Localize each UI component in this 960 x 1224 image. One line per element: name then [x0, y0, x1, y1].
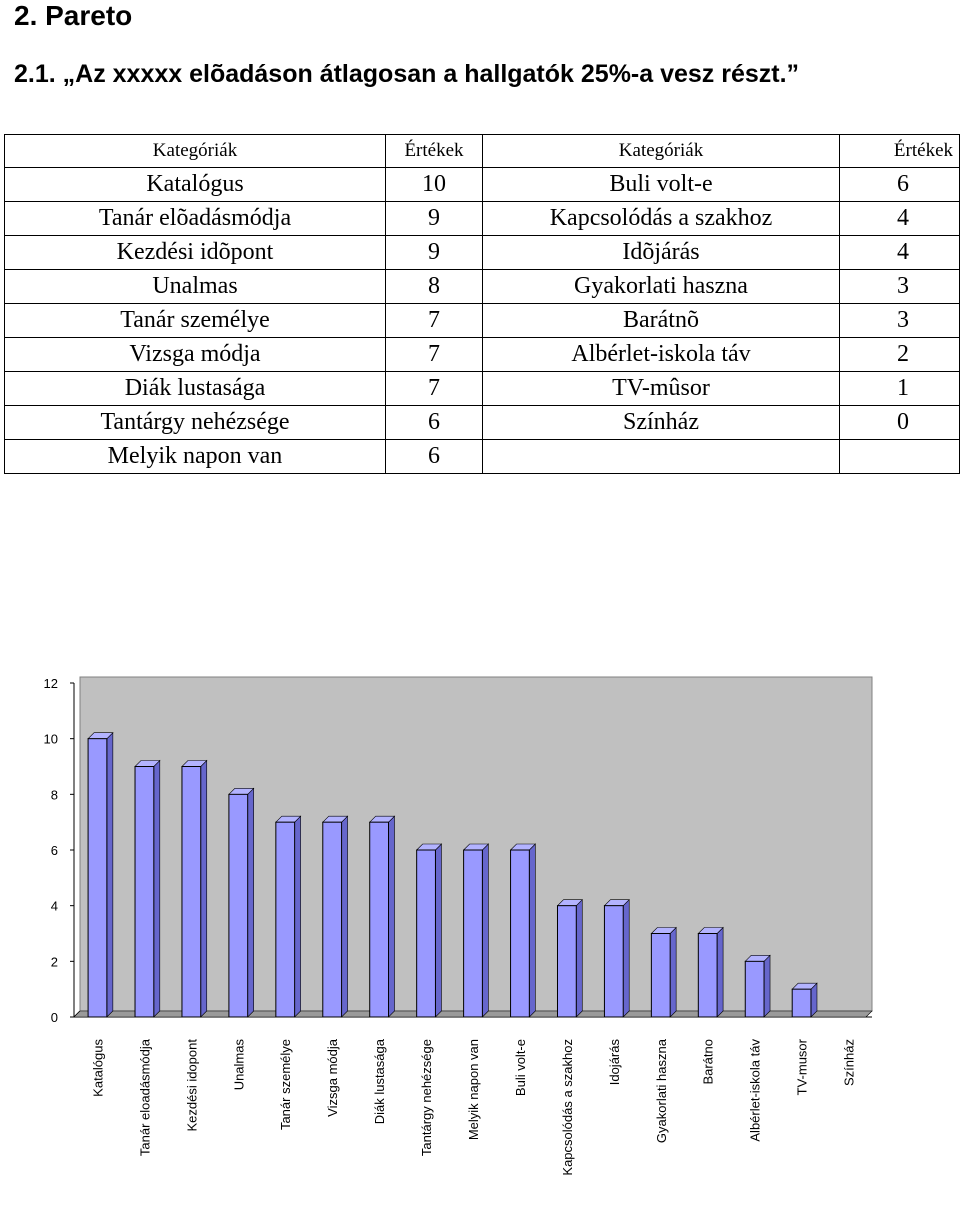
x-tick-label: Idojárás	[606, 1039, 622, 1086]
bar-side	[764, 955, 770, 1017]
table-row	[5, 168, 960, 202]
x-tick-label: Kezdési idopont	[184, 1039, 200, 1132]
header-left	[5, 135, 483, 168]
x-tick-label: Vizsga módja	[325, 1039, 341, 1117]
value-2: 4	[840, 202, 960, 236]
bar-side	[201, 761, 207, 1018]
pareto-bar-chart	[0, 660, 960, 1224]
value-1: 10	[385, 168, 482, 201]
page-heading: 2. Pareto	[14, 0, 133, 31]
y-tick-label: 8	[50, 787, 58, 803]
category-2: TV-mûsor	[483, 372, 840, 406]
bar	[792, 989, 811, 1017]
bar-side	[295, 816, 301, 1017]
bar-side	[529, 844, 535, 1017]
x-tick-label: Albérlet-iskola táv	[747, 1039, 763, 1142]
bar	[135, 767, 154, 1018]
bar	[370, 822, 389, 1017]
section-heading: 2.1. „Az xxxxx elõadáson átlagosan a hallgatók 25%-a vesz részt.”	[14, 60, 800, 88]
value-1: 9	[385, 202, 482, 235]
value-2: 3	[840, 270, 960, 304]
data-table	[4, 134, 960, 474]
bar	[417, 850, 436, 1017]
value-2: 4	[840, 236, 960, 270]
x-tick-label: Tantárgy nehézsége	[419, 1039, 435, 1157]
bar	[88, 739, 107, 1017]
category-2: Kapcsolódás a szakhoz	[483, 202, 840, 236]
value-1: 8	[385, 270, 482, 303]
x-tick-label: Tanár személye	[278, 1039, 294, 1131]
bar-side	[576, 900, 582, 1017]
x-tick-label: Buli volt-e	[512, 1039, 528, 1097]
bar	[323, 822, 342, 1017]
bar	[651, 934, 670, 1018]
category-1: Tantárgy nehézsége	[100, 409, 290, 435]
category-2: Gyakorlati haszna	[483, 270, 840, 304]
bar-side	[389, 816, 395, 1017]
category-1: Diák lustasága	[124, 375, 266, 401]
x-tick-label: Kapcsolódás a szakhoz	[559, 1039, 575, 1176]
value-1: 7	[385, 372, 482, 405]
y-tick-label: 0	[50, 1010, 58, 1025]
table-row	[5, 236, 960, 270]
bar	[229, 794, 248, 1017]
row-left-cell	[5, 440, 483, 474]
value-2: 2	[840, 338, 960, 372]
bar-side	[107, 733, 113, 1017]
header-values-2: Értékek	[840, 135, 960, 168]
y-tick-label: 12	[43, 676, 58, 691]
y-tick-label: 10	[43, 731, 58, 747]
row-left-cell	[5, 338, 483, 372]
bar-side	[435, 844, 441, 1017]
category-2	[483, 440, 840, 474]
category-1: Katalógus	[146, 171, 244, 197]
bar	[182, 767, 201, 1018]
category-2: Barátnõ	[483, 304, 840, 338]
value-1: 7	[385, 304, 482, 337]
bar	[464, 850, 483, 1017]
table-row	[5, 202, 960, 236]
row-left-cell	[5, 202, 483, 236]
table-row	[5, 338, 960, 372]
x-tick-label: Színház	[841, 1039, 857, 1086]
category-1: Vizsga módja	[129, 341, 261, 367]
category-1: Tanár elõadásmódja	[98, 205, 292, 231]
category-2: Buli volt-e	[483, 168, 840, 202]
category-1: Melyik napon van	[107, 443, 283, 469]
row-left-cell	[5, 168, 483, 202]
table-row	[5, 406, 960, 440]
value-1: 9	[385, 236, 482, 269]
header-categories-2: Kategóriák	[483, 135, 840, 168]
bar	[745, 961, 764, 1017]
category-1: Unalmas	[152, 273, 238, 299]
category-1: Tanár személye	[120, 307, 270, 333]
bar	[511, 850, 530, 1017]
bar-side	[623, 900, 629, 1017]
bar-side	[482, 844, 488, 1017]
value-1: 6	[385, 440, 482, 473]
x-tick-label: Barátno	[700, 1039, 716, 1085]
bar-side	[342, 816, 348, 1017]
x-tick-label: Melyik napon van	[466, 1039, 481, 1141]
header-categories-1: Kategóriák	[152, 140, 238, 161]
value-2: 3	[840, 304, 960, 338]
row-left-cell	[5, 270, 483, 304]
bar-side	[248, 788, 254, 1017]
bar	[698, 934, 717, 1018]
row-left-cell	[5, 406, 483, 440]
y-tick-label: 6	[50, 843, 58, 858]
table-row	[5, 270, 960, 304]
bar	[604, 906, 623, 1017]
value-2: 6	[840, 168, 960, 202]
table-row	[5, 372, 960, 406]
bar-side	[154, 761, 160, 1018]
row-left-cell	[5, 236, 483, 270]
value-2	[840, 440, 960, 474]
x-tick-label: Unalmas	[231, 1039, 247, 1091]
bar	[276, 822, 295, 1017]
category-2: Albérlet-iskola táv	[483, 338, 840, 372]
y-tick-label: 2	[50, 954, 58, 970]
x-tick-label: TV-musor	[794, 1039, 810, 1096]
y-tick-label: 4	[50, 898, 58, 914]
value-1: 7	[385, 338, 482, 371]
value-2: 0	[840, 406, 960, 440]
table-row	[5, 304, 960, 338]
bar-side	[670, 928, 676, 1018]
bar-side	[717, 928, 723, 1018]
value-1: 6	[385, 406, 482, 439]
row-left-cell	[5, 372, 483, 406]
x-tick-label: Katalógus	[90, 1039, 106, 1097]
header-values-1: Értékek	[385, 135, 482, 167]
value-2: 1	[840, 372, 960, 406]
category-2: Idõjárás	[483, 236, 840, 270]
table-row	[5, 440, 960, 474]
row-left-cell	[5, 304, 483, 338]
bar	[557, 906, 576, 1017]
x-tick-label: Tanár eloadásmódja	[137, 1039, 153, 1157]
table-header-row	[5, 135, 960, 168]
x-tick-label: Gyakorlati haszna	[653, 1039, 669, 1144]
category-2: Színház	[483, 406, 840, 440]
category-1: Kezdési idõpont	[116, 239, 274, 265]
x-tick-label: Diák lustasága	[372, 1039, 388, 1125]
